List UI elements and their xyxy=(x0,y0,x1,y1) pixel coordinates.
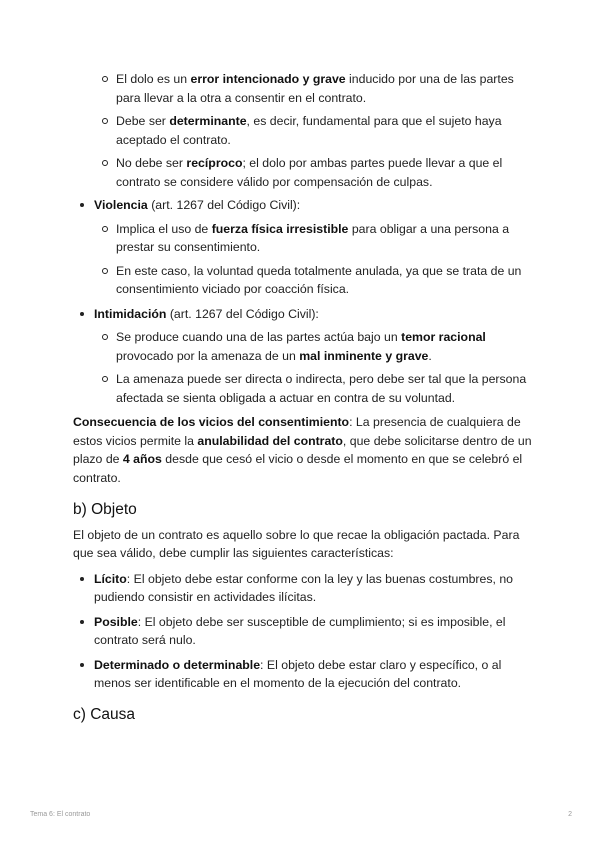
list-item-intimidacion: Intimidación (art. 1267 del Código Civil): Se produce cuando una de las partes actúa bajo un temor racional provocado por la amenaza de un mal inminente y grave. La amenaza puede ser directa o indirecta, pero debe ser tal que la persona afectada se sienta obligada a actuar en contra de su voluntad. xyxy=(73,305,533,408)
list-item: Determinado o determinable: El objeto debe estar claro y específico, o al menos ser identificable en el momento de la ejecución del contrato. xyxy=(94,657,502,690)
footer-page-number: 2 xyxy=(568,811,572,818)
list-item: El dolo es un error intencionado y grave inducido por una de las partes para llevar a la otra a consentir en el contrato. xyxy=(73,70,533,107)
consecuencia-paragraph: Consecuencia de los vicios del consentimiento: La presencia de cualquiera de estos vicios permite la anulabilidad del contrato, que debe solicitarse dentro de un plazo de 4 años desde que cesó el vicio o desde el momento en que se celebró el contrato. xyxy=(73,415,532,485)
list-item: En este caso, la voluntad queda totalmente anulada, ya que se trata de un consentimiento viciado por coacción física. xyxy=(73,262,533,299)
violencia-list xyxy=(73,220,533,299)
list-item: Posible: El objeto debe ser susceptible de cumplimiento; si es imposible, el contrato será nulo. xyxy=(94,614,506,647)
list-item-violencia: Violencia (art. 1267 del Código Civil): Implica el uso de fuerza física irresistible para obligar a una persona a prestar su consentimiento. En este caso, la voluntad queda totalmente anulada, ya que se trata de un consentimiento viciado por coacción física. xyxy=(73,196,533,299)
section-heading-causa: c) Causa xyxy=(73,705,136,723)
dolo-list xyxy=(73,70,533,191)
objeto-intro: El objeto de un contrato es aquello sobre lo que recae la obligación pactada. Para que sea válido, debe cumplir las siguientes características: xyxy=(73,527,520,560)
list-item: Debe ser determinante, es decir, fundamental para que el sujeto haya aceptado el contrato. xyxy=(73,112,533,149)
objeto-list xyxy=(73,570,533,693)
list-item: Se produce cuando una de las partes actúa bajo un temor racional provocado por la amenaza de un mal inminente y grave. xyxy=(73,328,533,365)
intimidacion-list xyxy=(73,328,533,407)
vicios-list xyxy=(73,196,533,407)
list-item: Lícito: El objeto debe estar conforme con la ley y las buenas costumbres, no pudiendo consistir en actividades ilícitas. xyxy=(94,571,513,604)
list-item: No debe ser recíproco; el dolo por ambas partes puede llevar a que el contrato se considere válido por compensación de culpas. xyxy=(73,154,533,191)
list-item: La amenaza puede ser directa o indirecta, pero debe ser tal que la persona afectada se sienta obligada a actuar en contra de su voluntad. xyxy=(73,370,533,407)
section-heading-objeto: b) Objeto xyxy=(73,501,137,518)
footer-chapter: Tema 6: El contrato xyxy=(30,811,91,818)
page-content xyxy=(73,70,533,724)
list-item: Implica el uso de fuerza física irresistible para obligar a una persona a prestar su consentimiento. xyxy=(73,220,533,257)
